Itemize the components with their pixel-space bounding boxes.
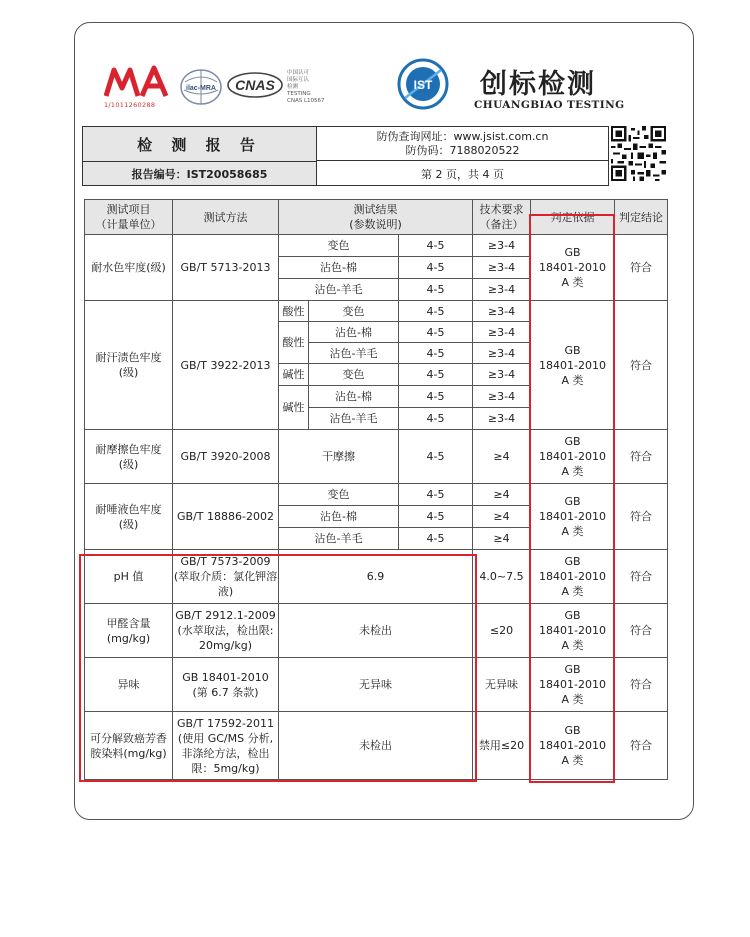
result-param: 变色 — [279, 484, 399, 506]
cnas-logo — [227, 71, 283, 99]
table-row — [85, 550, 668, 604]
result-value: 4-5 — [399, 386, 473, 408]
result-param: 沾色-棉 — [309, 322, 399, 343]
header-basis: 判定依据 — [531, 200, 615, 235]
test-method: GB/T 2912.1-2009 (水萃取法，检出限: 20mg/kg) — [173, 604, 279, 658]
result-param: 沾色-棉 — [279, 257, 399, 279]
result-value: 无异味 — [279, 658, 473, 712]
result-value: 4-5 — [399, 343, 473, 364]
cma-logo — [104, 64, 172, 98]
result-value: 4-5 — [399, 301, 473, 322]
svg-text:ilac-MRA: ilac-MRA — [186, 85, 216, 92]
requirement: ≥3-4 — [473, 408, 531, 430]
requirement: ≥3-4 — [473, 279, 531, 301]
result-param: 沾色-棉 — [309, 386, 399, 408]
requirement: ≥3-4 — [473, 235, 531, 257]
requirement: ≥3-4 — [473, 343, 531, 364]
svg-text:CNAS: CNAS — [235, 77, 275, 93]
page-info: 第 2 页，共 4 页 — [421, 167, 504, 181]
cnas-accreditation-text: 中国认可 国际互认 检测 TESTING CNAS L10567 — [287, 70, 325, 104]
test-item: 耐唾液色牢度 (级) — [85, 484, 173, 550]
header-result: 测试结果 (参数说明) — [279, 200, 473, 235]
result-param: 变色 — [309, 364, 399, 386]
test-method: GB/T 7573-2009 (萃取介质：氯化钾溶 液) — [173, 550, 279, 604]
result-value: 4-5 — [399, 322, 473, 343]
result-sub: 酸性 — [279, 322, 309, 364]
requirement: ≥3-4 — [473, 364, 531, 386]
requirement: 无异味 — [473, 658, 531, 712]
result-value: 4-5 — [399, 528, 473, 550]
test-item: 耐汗渍色牢度 (级) — [85, 301, 173, 430]
table-row — [85, 712, 668, 780]
requirement: ≥4 — [473, 484, 531, 506]
conclusion: 符合 — [615, 604, 668, 658]
header-conclusion: 判定结论 — [615, 200, 668, 235]
table-row — [85, 430, 668, 484]
table-row — [85, 301, 668, 322]
result-value: 4-5 — [399, 364, 473, 386]
basis: GB 18401-2010 A 类 — [531, 550, 615, 604]
result-value: 4-5 — [399, 430, 473, 484]
result-param: 干摩擦 — [279, 430, 399, 484]
conclusion: 符合 — [615, 484, 668, 550]
basis: GB 18401-2010 A 类 — [531, 484, 615, 550]
query-site: 防伪查询网址：www.jsist.com.cn — [376, 130, 549, 143]
basis: GB 18401-2010 A 类 — [531, 235, 615, 301]
result-param: 变色 — [279, 235, 399, 257]
result-value: 未检出 — [279, 604, 473, 658]
company-name-cn: 创标检测 — [480, 69, 596, 100]
table-header-row — [85, 200, 668, 235]
result-value: 4-5 — [399, 257, 473, 279]
result-param: 沾色-羊毛 — [279, 279, 399, 301]
basis: GB 18401-2010 A 类 — [531, 604, 615, 658]
table-row — [85, 658, 668, 712]
report-title: 检 测 报 告 — [83, 127, 317, 162]
conclusion: 符合 — [615, 235, 668, 301]
conclusion: 符合 — [615, 550, 668, 604]
test-method: GB/T 18886-2002 — [173, 484, 279, 550]
table-row — [85, 484, 668, 506]
result-param: 沾色-棉 — [279, 506, 399, 528]
report-number: 报告编号：IST20058685 — [83, 162, 317, 185]
anti-fake-info — [317, 127, 608, 161]
conclusion: 符合 — [615, 430, 668, 484]
svg-text:IST: IST — [413, 78, 433, 92]
requirement: ≤20 — [473, 604, 531, 658]
result-param: 沾色-羊毛 — [309, 343, 399, 364]
header-item: 测试项目 （计量单位） — [85, 200, 173, 235]
basis: GB 18401-2010 A 类 — [531, 430, 615, 484]
test-results-table — [84, 199, 668, 780]
result-value: 4-5 — [399, 408, 473, 430]
table-row — [85, 235, 668, 257]
requirement: ≥4 — [473, 430, 531, 484]
requirement: ≥3-4 — [473, 322, 531, 343]
test-item: pH 值 — [85, 550, 173, 604]
requirement: ≥3-4 — [473, 301, 531, 322]
conclusion: 符合 — [615, 301, 668, 430]
result-sub: 碱性 — [279, 364, 309, 386]
qr-code — [611, 125, 666, 182]
ist-logo — [395, 58, 451, 110]
test-item: 甲醛含量 (mg/kg) — [85, 604, 173, 658]
result-value: 4-5 — [399, 235, 473, 257]
result-value: 4-5 — [399, 506, 473, 528]
result-value: 6.9 — [279, 550, 473, 604]
basis: GB 18401-2010 A 类 — [531, 658, 615, 712]
header-method: 测试方法 — [173, 200, 279, 235]
requirement: ≥3-4 — [473, 386, 531, 408]
test-method: GB/T 5713-2013 — [173, 235, 279, 301]
basis: GB 18401-2010 A 类 — [531, 301, 615, 430]
header-requirement: 技术要求 （备注） — [473, 200, 531, 235]
test-method: GB/T 3922-2013 — [173, 301, 279, 430]
conclusion: 符合 — [615, 712, 668, 780]
result-param: 变色 — [309, 301, 399, 322]
report-header — [82, 126, 609, 186]
cma-number: 1/1011260288 — [104, 101, 156, 109]
requirement: 禁用≤20 — [473, 712, 531, 780]
result-sub: 酸性 — [279, 301, 309, 322]
test-method: GB/T 3920-2008 — [173, 430, 279, 484]
result-param: 沾色-羊毛 — [309, 408, 399, 430]
anti-fake-code: 防伪码：7188020522 — [405, 144, 520, 157]
result-value: 未检出 — [279, 712, 473, 780]
requirement: ≥4 — [473, 528, 531, 550]
requirement: ≥4 — [473, 506, 531, 528]
test-method: GB/T 17592-2011 (使用 GC/MS 分析, 非涤纶方法，检出 限：5mg/kg) — [173, 712, 279, 780]
company-name-en: CHUANGBIAO TESTING — [474, 99, 625, 111]
test-item: 耐水色牢度(级) — [85, 235, 173, 301]
requirement: ≥3-4 — [473, 257, 531, 279]
requirement: 4.0~7.5 — [473, 550, 531, 604]
basis: GB 18401-2010 A 类 — [531, 712, 615, 780]
result-sub: 碱性 — [279, 386, 309, 430]
test-item: 耐摩擦色牢度 (级) — [85, 430, 173, 484]
result-value: 4-5 — [399, 484, 473, 506]
test-method: GB 18401-2010 (第 6.7 条款) — [173, 658, 279, 712]
result-param: 沾色-羊毛 — [279, 528, 399, 550]
test-item: 异味 — [85, 658, 173, 712]
ilac-mra-logo — [179, 68, 223, 106]
conclusion: 符合 — [615, 658, 668, 712]
test-item: 可分解致癌芳香 胺染料(mg/kg) — [85, 712, 173, 780]
table-row — [85, 604, 668, 658]
result-value: 4-5 — [399, 279, 473, 301]
